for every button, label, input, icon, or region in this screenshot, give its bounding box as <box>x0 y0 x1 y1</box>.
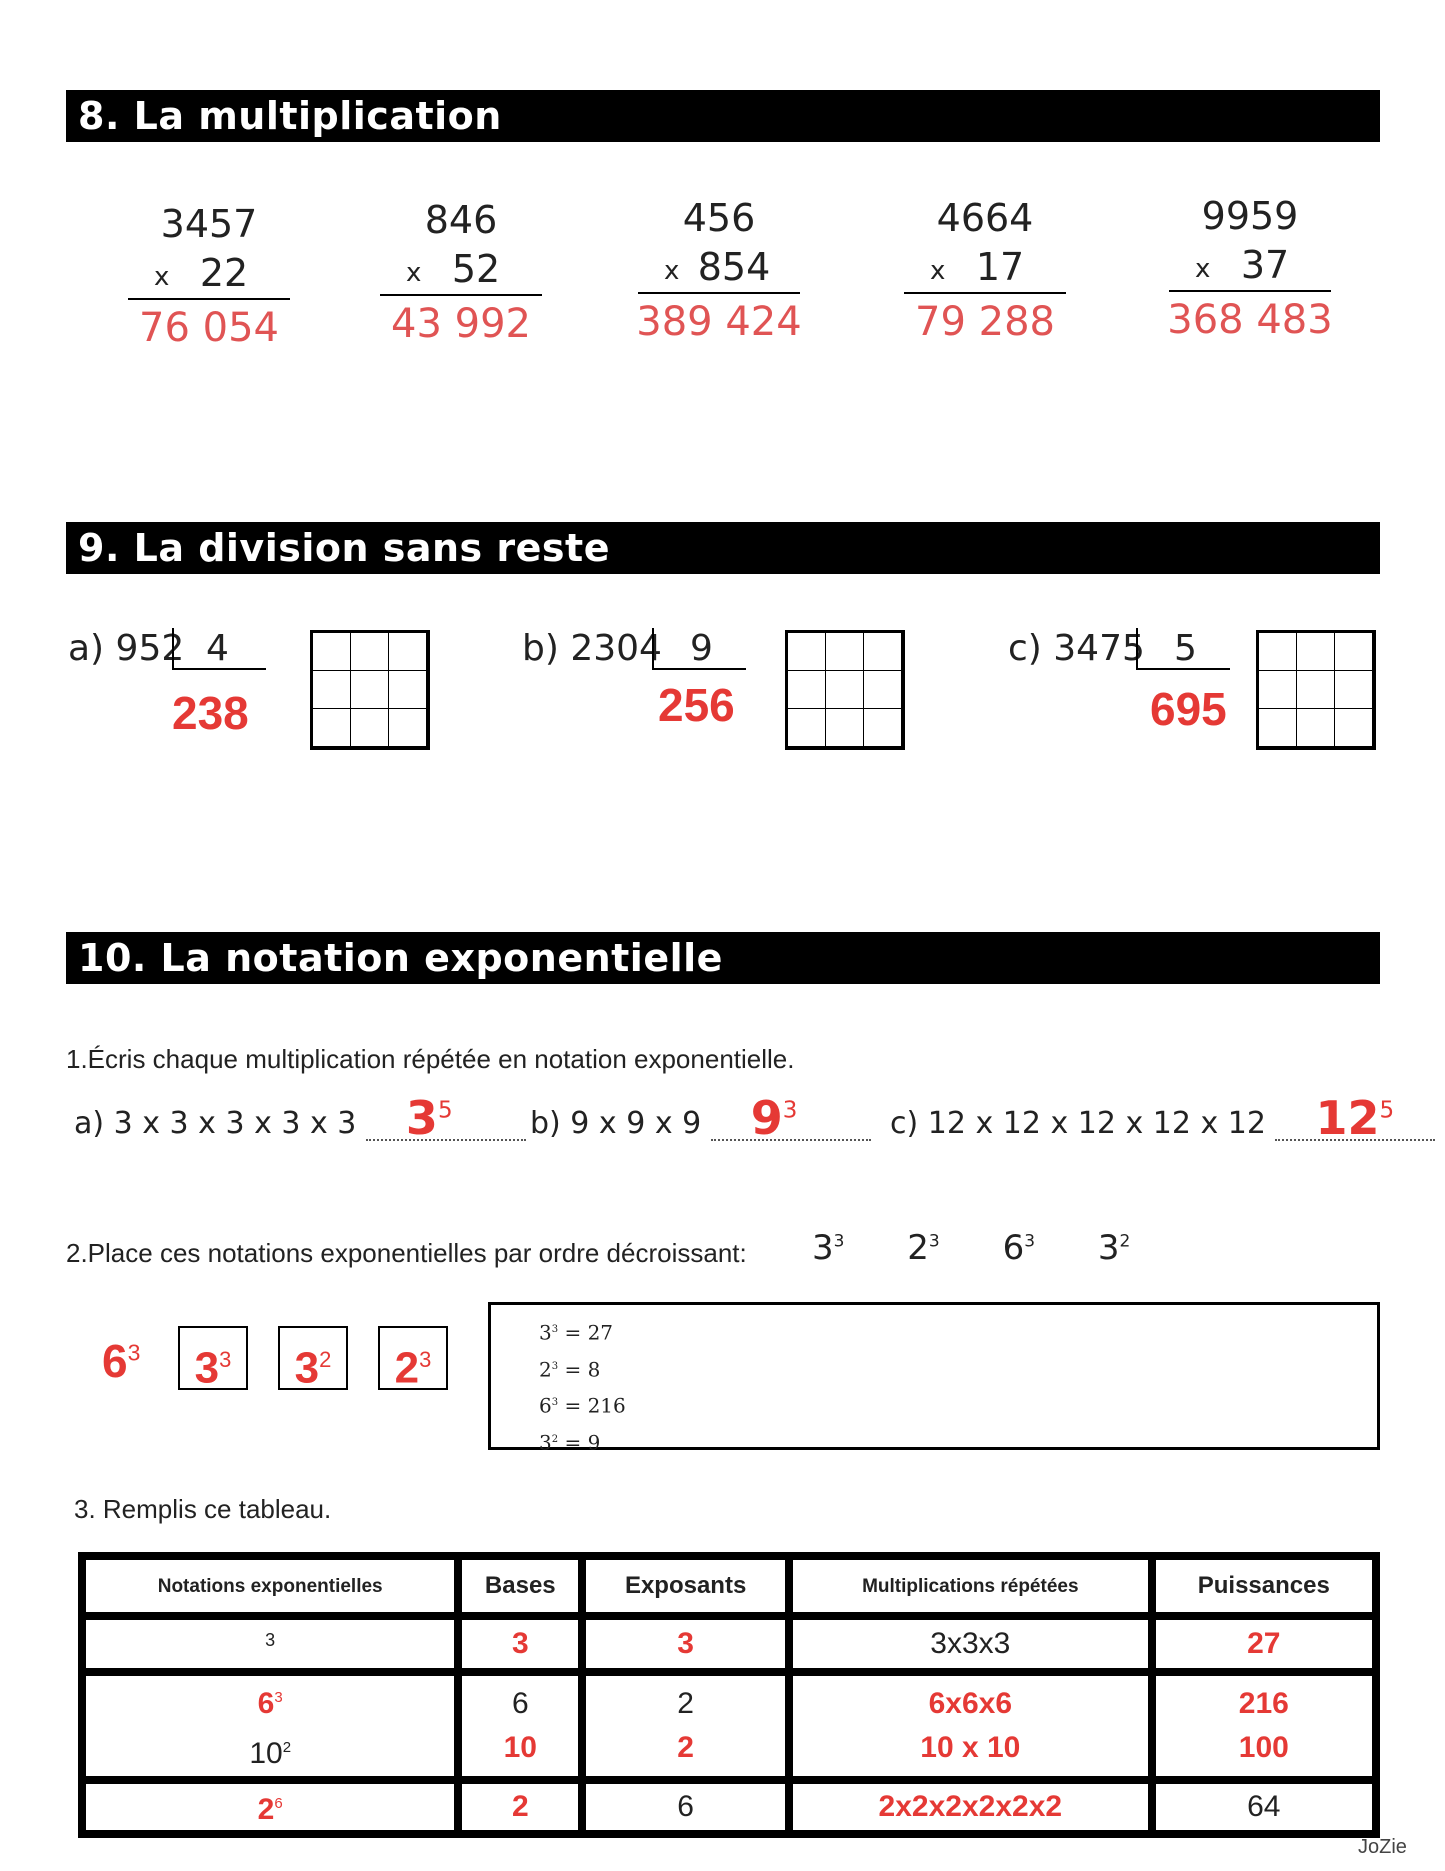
q2-answer-box[interactable] <box>378 1326 448 1393</box>
division-dividend: a) 952 <box>68 628 185 669</box>
cell-exponent[interactable]: 3 <box>586 1620 785 1668</box>
given-base: 6 <box>1002 1228 1025 1268</box>
answer-exponent: 3 <box>419 1347 432 1372</box>
q2-prompt: 2.Place ces notations exponentielles par ordre décroissant: <box>66 1238 747 1268</box>
given-base: 3 <box>812 1228 834 1268</box>
mult-sign: x <box>406 258 422 288</box>
header-puissances: Puissances <box>1156 1560 1372 1612</box>
cell-multiplication[interactable]: 3x3x3 <box>793 1620 1148 1668</box>
mult-answer: 389 424 <box>636 299 802 345</box>
given-exponent: 3 <box>928 1231 940 1252</box>
table-row <box>86 1676 1372 1776</box>
work-exponent: 3 <box>551 1360 559 1372</box>
q1-expression: b) 9 x 9 x 9 <box>530 1106 702 1141</box>
work-base: 6 <box>539 1393 552 1418</box>
division-dividend: b) 2304 <box>522 628 662 669</box>
q2-first-answer <box>102 1334 140 1388</box>
notation-exponent: 3 <box>274 1689 283 1706</box>
q1-expression: a) 3 x 3 x 3 x 3 x 3 <box>74 1106 357 1141</box>
mult-top: 846 <box>424 198 498 242</box>
mult-bottom: 37 <box>1240 243 1290 287</box>
notation-exponent: 3 <box>265 1630 276 1650</box>
q1-item-a <box>74 1091 526 1145</box>
cell-notation[interactable] <box>86 1620 454 1668</box>
answer-base: 2 <box>394 1343 420 1393</box>
answer-base: 9 <box>750 1091 783 1145</box>
mult-bottom: 22 <box>199 251 249 295</box>
division-answer: 695 <box>1150 683 1227 735</box>
work-exponent: 3 <box>551 1397 559 1409</box>
q2-answer-box[interactable] <box>178 1326 248 1393</box>
cell-power[interactable]: 64 <box>1156 1784 1372 1830</box>
exponent-line: 2 <box>677 1731 694 1764</box>
mult-problem-5 <box>1165 192 1335 348</box>
cell-exponent[interactable]: 6 <box>586 1784 785 1830</box>
mult-bottom: 52 <box>451 247 501 291</box>
given-exponent: 3 <box>833 1231 845 1252</box>
cell-multiplication[interactable]: 2x2x2x2x2x2 <box>793 1784 1148 1830</box>
division-divisor: 4 <box>206 628 229 669</box>
table-row <box>86 1784 1372 1830</box>
multiplication-line: 6x6x6 <box>928 1687 1013 1720</box>
q1-answer-blank[interactable] <box>366 1091 526 1145</box>
cell-multiplication[interactable] <box>793 1676 1148 1776</box>
notation-base: 2 <box>257 1793 275 1826</box>
work-grid[interactable] <box>785 630 905 750</box>
notation-base: 10 <box>249 1737 283 1770</box>
q1-answer-blank[interactable] <box>1275 1091 1435 1145</box>
mult-top: 4664 <box>936 196 1034 240</box>
q3-prompt: 3. Remplis ce tableau. <box>74 1494 332 1524</box>
mult-problem-4 <box>900 194 1070 350</box>
work-line <box>539 1423 1329 1460</box>
answer-base: 3 <box>405 1091 438 1145</box>
work-grid[interactable] <box>1256 630 1376 750</box>
cell-base[interactable]: 2 <box>462 1784 578 1830</box>
cell-power[interactable]: 27 <box>1156 1620 1372 1668</box>
exponent-table <box>78 1552 1380 1838</box>
given-exponent: 2 <box>1119 1231 1131 1252</box>
answer-exponent: 5 <box>437 1097 453 1124</box>
mult-sign: x <box>664 256 680 286</box>
work-exponent: 2 <box>551 1433 559 1445</box>
base-line: 6 <box>511 1687 529 1720</box>
mult-problem-3 <box>634 194 804 350</box>
mult-answer: 368 483 <box>1167 297 1333 343</box>
given-base: 3 <box>1097 1228 1120 1268</box>
section9-title: 9. La division sans reste <box>66 522 1380 574</box>
mult-top: 456 <box>682 196 756 240</box>
mult-answer: 79 288 <box>915 299 1055 345</box>
q1-expression: c) 12 x 12 x 12 x 12 x 12 <box>890 1106 1266 1141</box>
answer-base: 6 <box>102 1335 128 1387</box>
header-exposants: Exposants <box>586 1560 785 1612</box>
cell-power[interactable] <box>1156 1676 1372 1776</box>
mult-answer: 76 054 <box>139 305 279 351</box>
cell-base[interactable] <box>462 1676 578 1776</box>
answer-exponent: 2 <box>319 1347 332 1372</box>
work-line <box>539 1386 1329 1423</box>
work-line <box>539 1313 1329 1350</box>
answer-exponent: 3 <box>219 1347 232 1372</box>
header-bases: Bases <box>462 1560 578 1612</box>
division-dividend: c) 3475 <box>1008 628 1145 669</box>
section10-title: 10. La notation exponentielle <box>66 932 1380 984</box>
table-header-row <box>86 1560 1372 1612</box>
cell-exponent[interactable] <box>586 1676 785 1776</box>
mult-bottom: 854 <box>697 245 771 289</box>
section8-title: 8. La multiplication <box>66 90 1380 142</box>
answer-exponent: 3 <box>782 1097 798 1124</box>
work-grid[interactable] <box>310 630 430 750</box>
notation-line <box>86 1676 454 1726</box>
mult-bottom: 17 <box>975 245 1025 289</box>
q1-answer-blank[interactable] <box>711 1091 871 1145</box>
notation-line <box>86 1726 454 1776</box>
mult-problem-2 <box>376 196 546 352</box>
cell-notation[interactable] <box>86 1784 454 1830</box>
mult-top: 3457 <box>160 202 258 246</box>
base-line: 10 <box>503 1731 537 1764</box>
answer-base: 3 <box>194 1343 220 1393</box>
cell-notation[interactable] <box>86 1676 454 1776</box>
header-multiplications: Multiplications répétées <box>793 1560 1148 1612</box>
mult-problem-1 <box>124 200 294 356</box>
mult-answer: 43 992 <box>391 301 531 347</box>
footer-signature: JoZie <box>1358 1836 1407 1858</box>
table-row <box>86 1620 1372 1668</box>
mult-sign: x <box>930 256 946 286</box>
cell-base[interactable]: 3 <box>462 1620 578 1668</box>
mult-sign: x <box>154 262 170 292</box>
work-exponent: 3 <box>551 1324 559 1335</box>
work-value: = 8 <box>564 1357 601 1382</box>
given-base: 2 <box>907 1228 929 1268</box>
work-base: 2 <box>539 1357 552 1382</box>
exponent-line: 2 <box>677 1687 694 1720</box>
work-value: = 216 <box>564 1393 626 1418</box>
power-line: 100 <box>1238 1731 1289 1764</box>
work-value: = 9 <box>564 1430 601 1455</box>
q1-prompt: 1.Écris chaque multiplication répétée en notation exponentielle. <box>66 1044 795 1074</box>
q2-given-list <box>812 1228 1130 1268</box>
mult-sign: x <box>1195 254 1211 284</box>
notation-base: 6 <box>257 1687 275 1720</box>
division-answer: 256 <box>658 679 735 731</box>
answer-exponent: 5 <box>1379 1097 1395 1124</box>
division-answer: 238 <box>172 687 249 739</box>
given-exponent: 3 <box>1024 1231 1036 1252</box>
notation-exponent: 6 <box>274 1795 283 1812</box>
q2-answer-box[interactable] <box>278 1326 348 1393</box>
answer-base: 3 <box>294 1343 320 1393</box>
division-divisor: 5 <box>1174 628 1197 669</box>
q2-work-box[interactable] <box>488 1302 1380 1455</box>
work-line <box>539 1350 1329 1387</box>
division-divisor: 9 <box>690 628 713 669</box>
q1-item-c <box>890 1091 1435 1145</box>
work-base: 3 <box>539 1430 552 1455</box>
answer-base: 12 <box>1315 1091 1380 1145</box>
notation-exponent: 2 <box>282 1739 292 1756</box>
answer-exponent: 3 <box>127 1339 141 1366</box>
work-value: = 27 <box>564 1320 614 1345</box>
mult-top: 9959 <box>1201 194 1299 238</box>
power-line: 216 <box>1238 1687 1289 1720</box>
multiplication-line: 10 x 10 <box>920 1731 1021 1764</box>
q1-item-b <box>530 1091 871 1145</box>
header-notation: Notations exponentielles <box>86 1560 454 1612</box>
work-base: 3 <box>539 1320 552 1345</box>
